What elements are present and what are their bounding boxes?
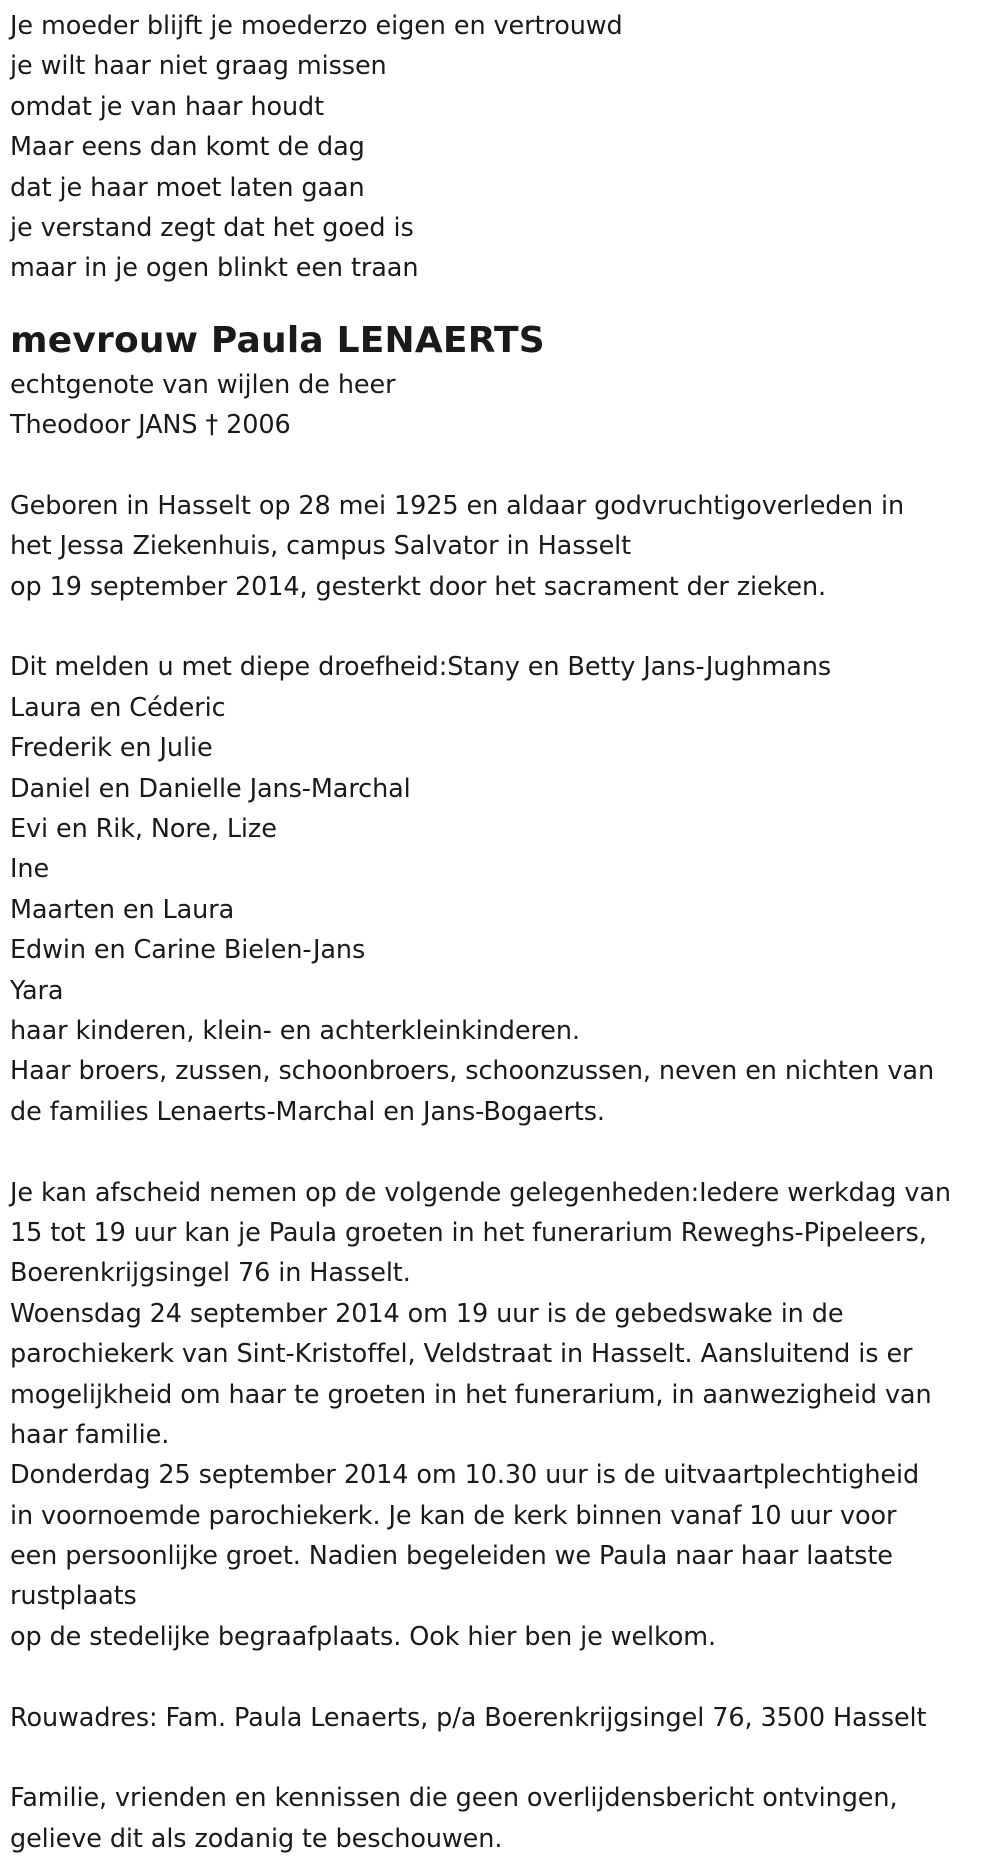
farewell-line: Donderdag 25 september 2014 om 10.30 uur is de uitvaartplechtigheid (10, 1460, 920, 1491)
farewell-line: Boerenkrijgsingel 76 in Hasselt. (10, 1258, 411, 1289)
mourning-address: Rouwadres: Fam. Paula Lenaerts, p/a Boerenkrijgsingel 76, 3500 Hasselt (10, 1702, 927, 1733)
family-line: Yara (10, 975, 64, 1006)
paragraph-line: op 19 september 2014, gesterkt door het sacrament der zieken. (10, 571, 827, 602)
family-line: Haar broers, zussen, schoonbroers, schoonzussen, neven en nichten van (10, 1056, 935, 1087)
farewell-line: mogelijkheid om haar te groeten in het funerarium, in aanwezigheid van (10, 1379, 932, 1410)
family-line: Daniel en Danielle Jans-Marchal (10, 773, 411, 804)
paragraph-line: Geboren in Hasselt op 28 mei 1925 en aldaar godvruchtigoverleden in (10, 490, 905, 521)
farewell-line: 15 tot 19 uur kan je Paula groeten in het funerarium Reweghs-Pipeleers, (10, 1217, 927, 1248)
closing-note (10, 1778, 1000, 1859)
family-line: Edwin en Carine Bielen-Jans (10, 935, 366, 966)
closing-line: Familie, vrienden en kennissen die geen overlijdensbericht ontvingen, (10, 1783, 898, 1814)
paragraph-line: het Jessa Ziekenhuis, campus Salvator in Hasselt (10, 531, 632, 562)
family-line: Ine (10, 854, 50, 885)
family-line: haar kinderen, klein- en achterkleinkinderen. (10, 1015, 580, 1046)
farewell-paragraph (10, 1173, 1000, 1658)
spacer (10, 289, 1000, 319)
obituary-document (10, 6, 1000, 1859)
birth-death-paragraph (10, 486, 1000, 607)
farewell-line: in voornoemde parochiekerk. Je kan de kerk binnen vanaf 10 uur voor (10, 1500, 897, 1531)
farewell-line: rustplaats (10, 1581, 137, 1612)
spacer (10, 1132, 1000, 1172)
farewell-line: Je kan afscheid nemen op de volgende gelegenheden:Iedere werkdag van (10, 1177, 951, 1208)
poem (10, 6, 1000, 289)
spacer (10, 1738, 1000, 1778)
family-line: Evi en Rik, Nore, Lize (10, 814, 277, 845)
farewell-line: Woensdag 24 september 2014 om 19 uur is de gebedswake in de (10, 1298, 844, 1329)
closing-line: gelieve dit als zodanig te beschouwen. (10, 1823, 503, 1854)
poem-line: je wilt haar niet graag missen (10, 51, 387, 82)
spouse-line: Theodoor JANS † 2006 (10, 410, 291, 441)
poem-line: maar in je ogen blinkt een traan (10, 253, 419, 284)
family-line: de families Lenaerts-Marchal en Jans-Bogaerts. (10, 1096, 605, 1127)
spacer (10, 1657, 1000, 1697)
family-line: Dit melden u met diepe droefheid:Stany en Betty Jans-Jughmans (10, 652, 832, 683)
poem-line: je verstand zegt dat het goed is (10, 212, 414, 243)
poem-line: omdat je van haar houdt (10, 91, 325, 122)
spouse-line: echtgenote van wijlen de heer (10, 369, 396, 400)
poem-line: Je moeder blijft je moederzo eigen en vertrouwd (10, 11, 623, 41)
spacer (10, 446, 1000, 486)
family-line: Laura en Céderic (10, 692, 226, 723)
spacer (10, 607, 1000, 647)
farewell-line: op de stedelijke begraafplaats. Ook hier ben je welkom. (10, 1621, 717, 1652)
poem-line: dat je haar moet laten gaan (10, 172, 365, 203)
farewell-line: haar familie. (10, 1419, 170, 1450)
deceased-block (10, 319, 1000, 446)
poem-line: Maar eens dan komt de dag (10, 132, 365, 163)
farewell-line: een persoonlijke groet. Nadien begeleiden we Paula naar haar laatste (10, 1541, 893, 1572)
family-line: Frederik en Julie (10, 733, 213, 764)
family-announcement (10, 647, 1000, 1132)
family-line: Maarten en Laura (10, 894, 235, 925)
farewell-line: parochiekerk van Sint-Kristoffel, Veldstraat in Hasselt. Aansluitend is er (10, 1339, 913, 1370)
deceased-name: mevrouw Paula LENAERTS (10, 319, 545, 361)
